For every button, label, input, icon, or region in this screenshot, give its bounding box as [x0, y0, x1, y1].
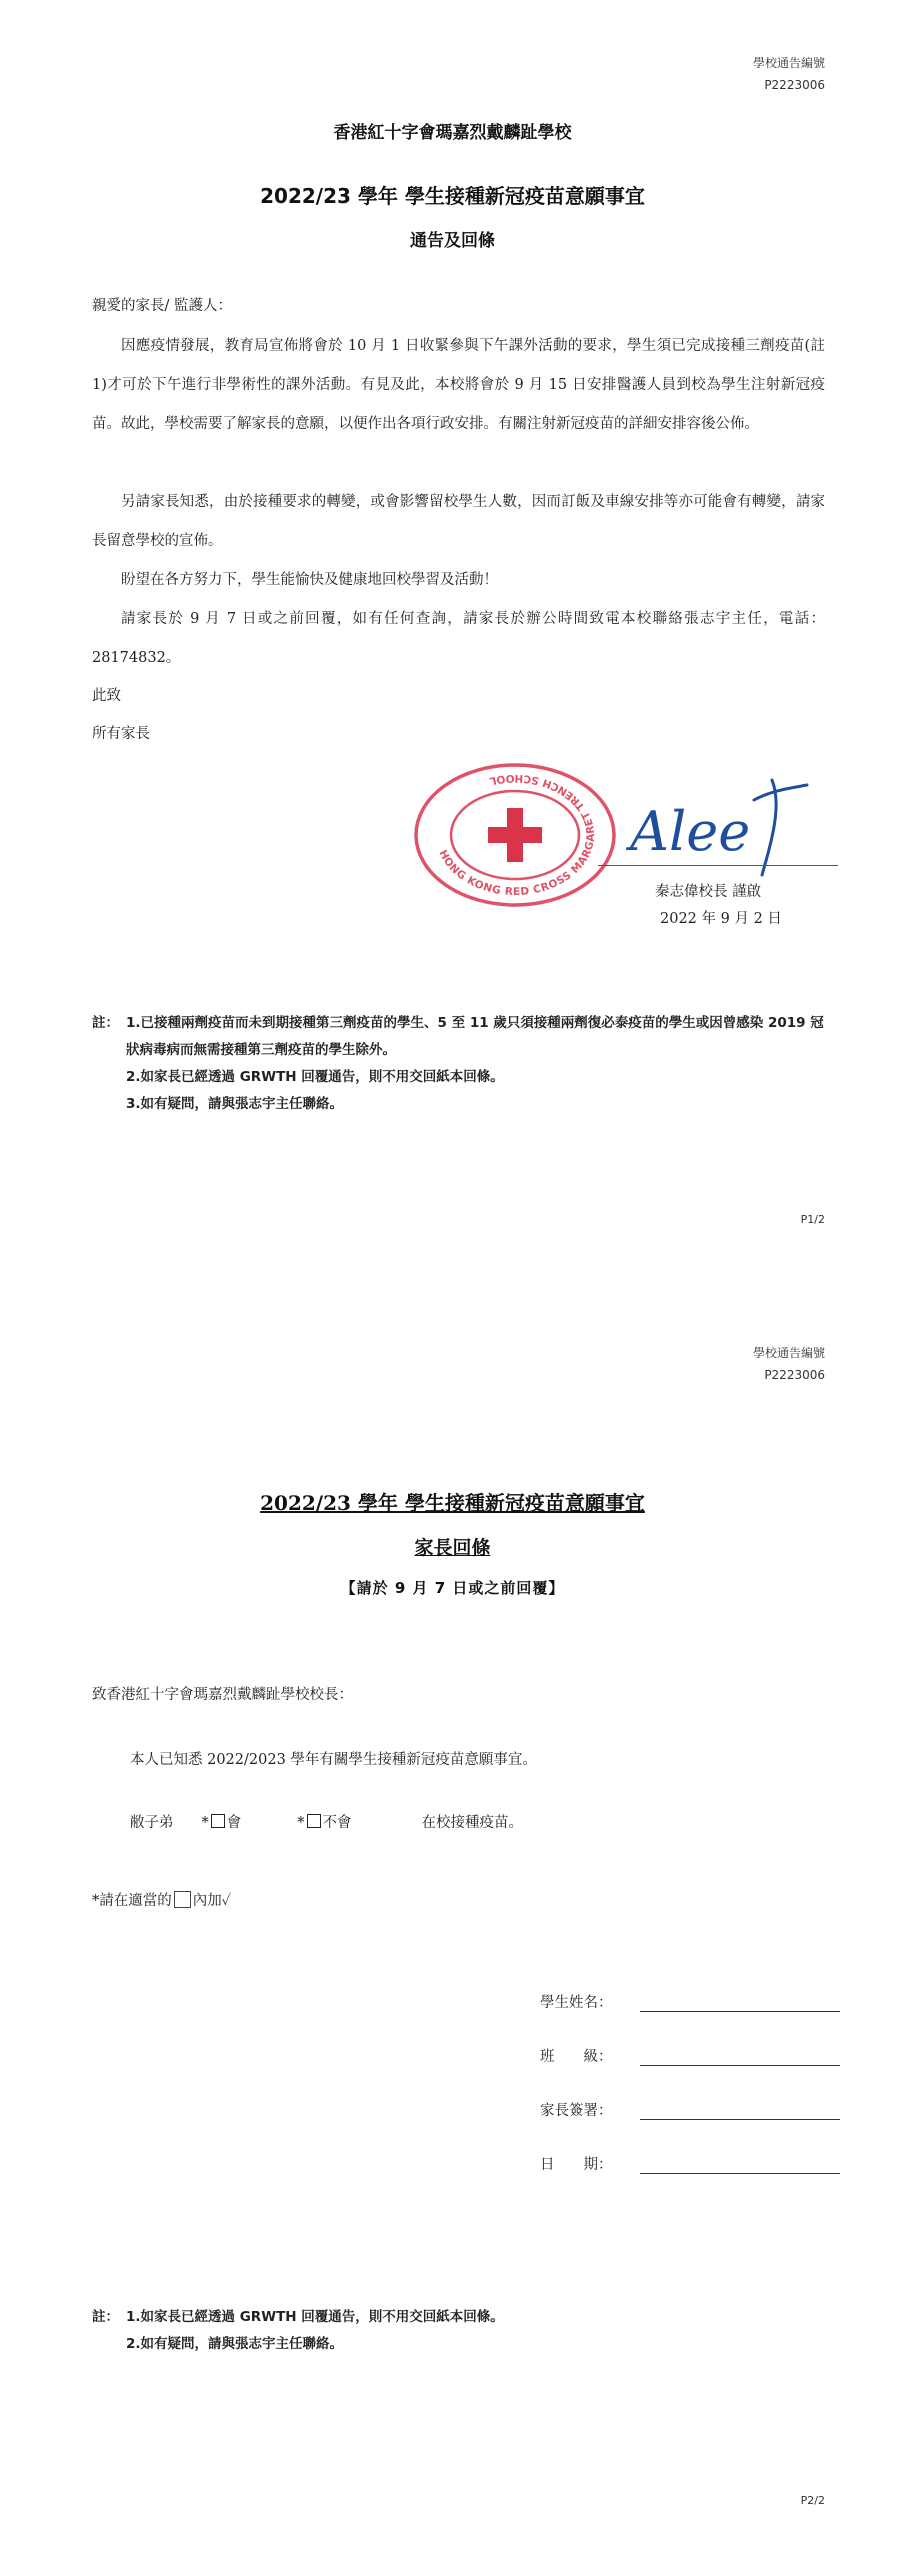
field-line[interactable] — [640, 2103, 840, 2120]
ref-number: P2223006 — [764, 78, 825, 92]
notice-reference — [753, 52, 825, 96]
empty-box-icon — [174, 1891, 191, 1908]
school-seal-stamp — [410, 760, 620, 910]
reply-title: 2022/23 學年 學生接種新冠疫苗意願事宜 — [260, 1491, 645, 1515]
date-field[interactable] — [540, 2144, 840, 2174]
class-field[interactable] — [540, 2036, 840, 2066]
choice-prefix: 敝子弟 — [130, 1815, 174, 1831]
notice-subtitle: 通告及回條 — [410, 231, 495, 251]
paragraph-4: 請家長於 9 月 7 日或之前回覆，如有任何查詢，請家長於辦公時間致電本校聯絡張志宇主任，電話：28174832。 — [92, 611, 825, 666]
field-label: 學生姓名： — [540, 1995, 613, 2011]
page-number: P1/2 — [800, 1213, 825, 1226]
signatory: 秦志偉校長 謹啟 — [655, 884, 762, 900]
choice-suffix: 在校接種疫苗。 — [421, 1815, 523, 1831]
paragraph-2: 另請家長知悉，由於接種要求的轉變，或會影響留校學生人數，因而訂飯及車線安排等亦可能會有轉變，請家長留意學校的宣佈。 — [92, 494, 825, 549]
paragraph-3: 盼望在各方努力下，學生能愉快及健康地回校學習及活動！ — [121, 572, 498, 588]
ref-number: P2223006 — [764, 1368, 825, 1382]
field-line[interactable] — [640, 1995, 840, 2012]
ref-label: 學校通告編號 — [752, 1346, 825, 1360]
field-label: 日 期： — [540, 2157, 613, 2173]
option-will[interactable]: * 會 — [201, 1815, 242, 1831]
reply-notes-section — [92, 2304, 837, 2358]
paragraph-1: 因應疫情發展，教育局宣佈將會於 10 月 1 日收緊參與下午課外活動的要求，學生須已完成接種三劑疫苗(註 1)才可於下午進行非學術性的課外活動。有見及此，本校將會於 9 月 15 日安排醫護人員到校為學生注射新冠疫苗。故此，學校需要了解家長的意願，以便作出各項行政安排。有關注射新冠疫苗的詳細安排容後公佈。 — [92, 338, 825, 432]
notice-title: 2022/23 學年 學生接種新冠疫苗意願事宜 — [260, 184, 645, 208]
parent-signature-field[interactable] — [540, 2090, 840, 2120]
signature-line — [598, 865, 838, 866]
instruction-post: 內加✓ — [192, 1893, 232, 1909]
tick-instruction — [92, 1889, 231, 1910]
reply-subtitle: 家長回條 — [414, 1537, 491, 1559]
reply-slip-page-2 — [0, 1290, 905, 2560]
option-will-not[interactable]: * 不會 — [297, 1815, 352, 1831]
note-1: 1.如家長已經透過 GRWTH 回覆通告，則不用交回紙本回條。 — [126, 2309, 504, 2325]
notice-date: 2022 年 9 月 2 日 — [660, 911, 782, 927]
notes-label: 註： — [92, 2309, 119, 2325]
field-line[interactable] — [640, 2049, 840, 2066]
field-label: 班 級： — [540, 2049, 613, 2065]
instruction-pre: *請在適當的 — [92, 1893, 172, 1909]
ref-label: 學校通告編號 — [752, 56, 825, 70]
closing-recipient: 所有家長 — [92, 726, 150, 742]
page-number: P2/2 — [800, 2494, 825, 2507]
option-will-label: 會 — [226, 1815, 242, 1831]
reply-deadline: 【請於 9 月 7 日或之前回覆】 — [340, 1579, 565, 1597]
field-line[interactable] — [640, 2157, 840, 2174]
signature-lettering: Alee — [630, 800, 751, 863]
student-name-field[interactable] — [540, 1982, 840, 2012]
addressee: 致香港紅十字會瑪嘉烈戴麟趾學校校長： — [92, 1687, 353, 1703]
notice-reference — [753, 1342, 825, 1386]
notes-section — [92, 1010, 837, 1118]
consent-choice — [130, 1811, 523, 1832]
checkbox-will-not[interactable] — [307, 1814, 321, 1828]
checkbox-will[interactable] — [211, 1814, 225, 1828]
closing-greeting: 此致 — [92, 688, 121, 704]
note-3: 3.如有疑問，請與張志宇主任聯絡。 — [126, 1096, 344, 1112]
school-name: 香港紅十字會瑪嘉烈戴麟趾學校 — [333, 123, 572, 143]
seal-text: HONG KONG RED CROSS MARGARET TRENCH SCHOOL — [436, 771, 598, 899]
notes-label: 註： — [92, 1015, 119, 1031]
note-2: 2.如有疑問，請與張志宇主任聯絡。 — [126, 2336, 344, 2352]
field-label: 家長簽署： — [540, 2103, 613, 2119]
note-2: 2.如家長已經透過 GRWTH 回覆通告，則不用交回紙本回條。 — [126, 1069, 504, 1085]
acknowledgement-statement: 本人已知悉 2022/2023 學年有關學生接種新冠疫苗意願事宜。 — [130, 1752, 537, 1768]
option-will-not-label: 不會 — [322, 1815, 352, 1831]
principal-signature — [622, 760, 832, 885]
salutation: 親愛的家長/ 監護人： — [92, 298, 232, 314]
note-1: 1.已接種兩劑疫苗而未到期接種第三劑疫苗的學生、5 至 11 歲只須接種兩劑復必泰疫苗的學生或因曾感染 2019 冠狀病毒病而無需接種第三劑疫苗的學生除外。 — [126, 1015, 824, 1058]
